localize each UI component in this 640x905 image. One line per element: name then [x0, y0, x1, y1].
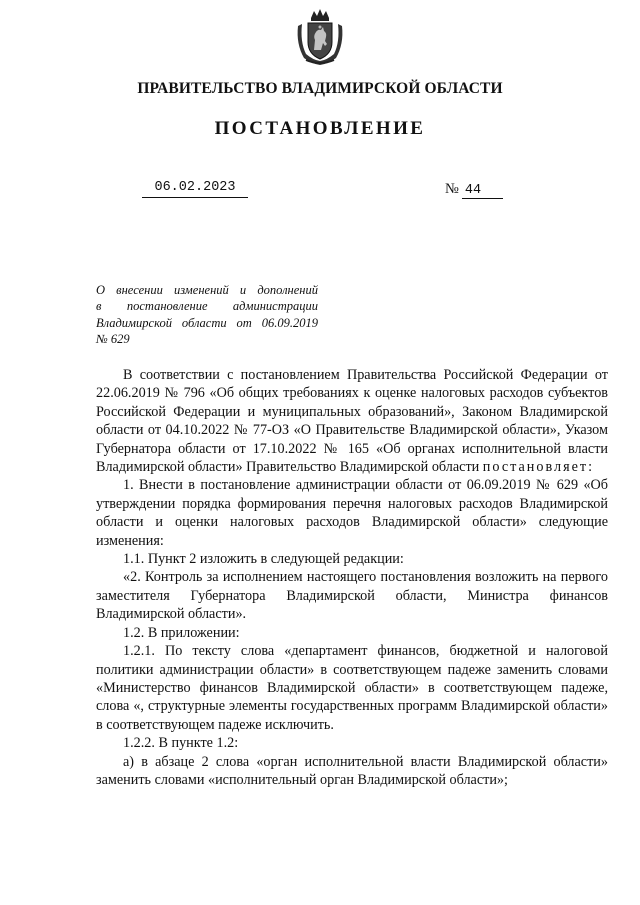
document-type-title: ПОСТАНОВЛЕНИЕ — [214, 118, 426, 139]
paragraph-quote-2: «2. Контроль за исполнением настоящего постановления возложить на первого заместителя Губернатора Владимирской области, Министра финансов Владимирской области». — [96, 569, 608, 623]
government-title: ПРАВИТЕЛЬСТВО ВЛАДИМИРСКОЙ ОБЛАСТИ — [137, 80, 503, 97]
paragraph-1-2: 1.2. В приложении: — [123, 624, 240, 641]
paragraph-1-2-2: 1.2.2. В пункте 1.2: — [123, 735, 239, 752]
subject-line: № 629 — [96, 331, 130, 346]
subject-line: Владимирской области от 06.09.2019 — [96, 315, 318, 330]
subject-line: в постановление администрации — [96, 299, 318, 314]
subject-line: О внесении изменений и дополнений — [96, 283, 318, 297]
document-date: 06.02.2023 — [142, 180, 248, 198]
paragraph-a: а) в абзаце 2 слова «орган исполнительной власти Владимирской области» заменить словами «исполнительный орган Владимирской области»; — [96, 753, 608, 788]
paragraph-1-2-1: 1.2.1. По тексту слова «департамент финансов, бюджетной и налоговой политики администрации области» в соответствующем падеже заменить словами «Министерство финансов Владимирской области» в соответствующем падеже, слова «, структурные элементы государственных программ Владимирской области» в соответствующем падеже исключить. — [96, 643, 608, 733]
resolves-word: постановляет: — [482, 459, 595, 476]
paragraph-preamble — [96, 366, 608, 476]
preamble-text: В соответствии с постановлением Правительства Российской Федерации от 22.06.2019 № 796 «Об общих требованиях к оценке налоговых расходов субъектов Российской Федерации и муниципальных образований», Законом Владимирской области от 04.10.2022 № 77-ОЗ «О Правительстве Владимирской области», Указом Губернатора области от 17.10.2022 № 165 «Об органах исполнительной власти Владимирской области» Правительство Владимирской области — [96, 367, 608, 476]
document-subject — [96, 282, 318, 347]
document-number: 44 — [462, 183, 503, 199]
paragraph-1-1: 1.1. Пункт 2 изложить в следующей редакции: — [123, 551, 404, 568]
document-number-field — [445, 181, 503, 199]
number-sign: № — [445, 181, 459, 197]
document-body — [96, 366, 608, 789]
paragraph-1: 1. Внести в постановление администрации области от 06.09.2019 № 629 «Об утверждении порядка формирования перечня налоговых расходов Владимирской области и оценки налоговых расходов Владимирской области» следующие изменения: — [96, 477, 608, 549]
coat-of-arms-icon — [294, 8, 346, 66]
